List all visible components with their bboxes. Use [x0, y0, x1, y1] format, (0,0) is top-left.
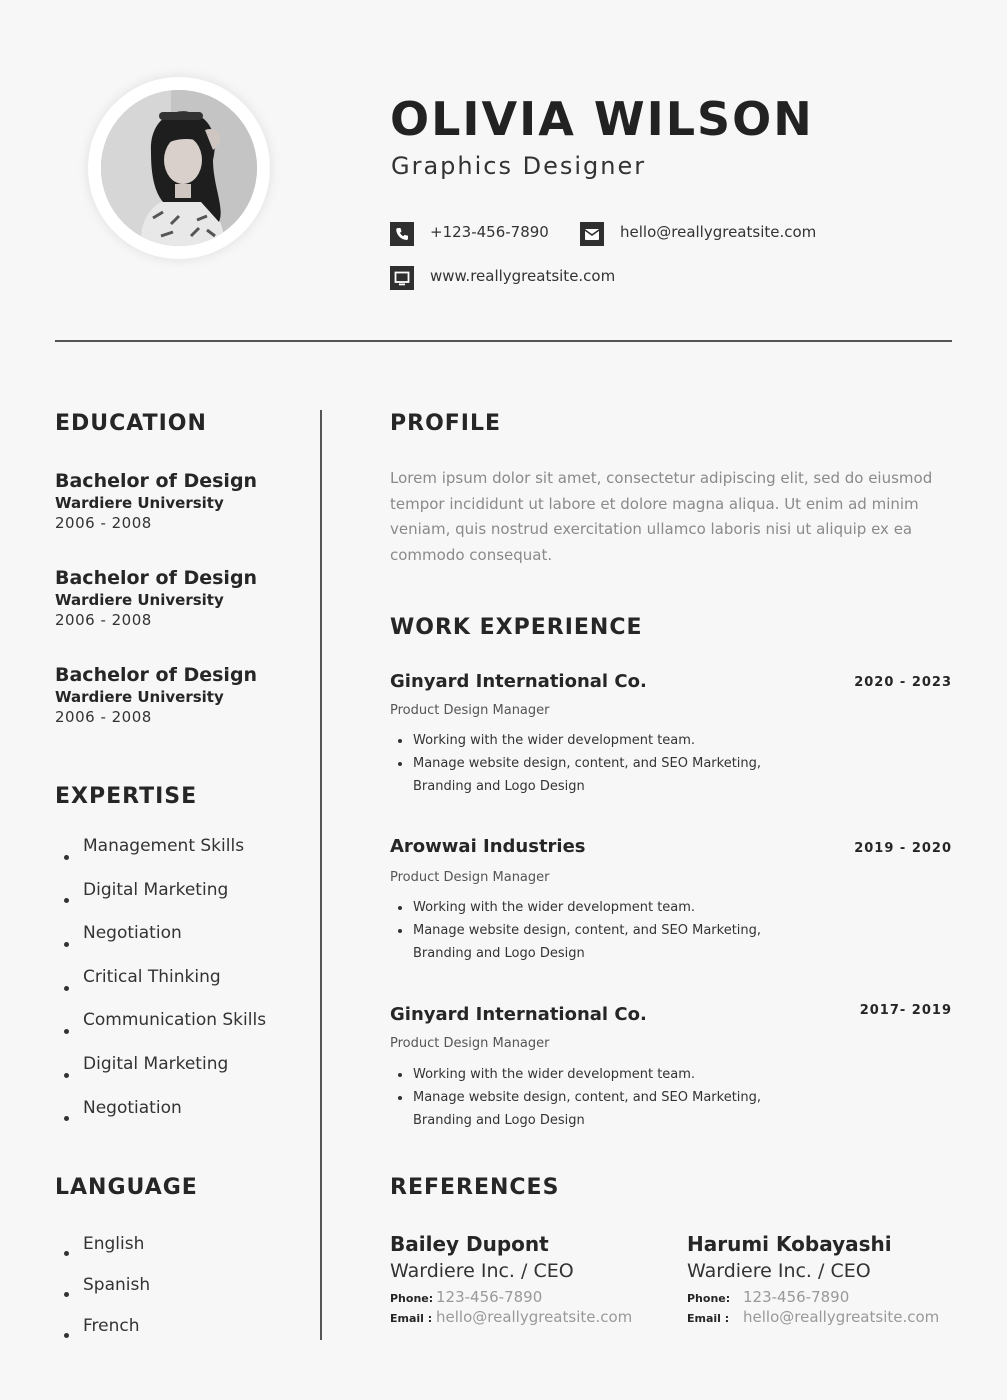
references-heading: REFERENCES [390, 1175, 560, 1200]
profile-text: Lorem ipsum dolor sit amet, consectetur adipiscing elit, sed do eiusmod tempor incididunt ut labore et dolore magna aliqua. Ut enim ad minim veniam, quis nostrud exercitation ullamco laboris nisi ut aliquip ex ea commodo consequat. [390, 469, 933, 564]
reference-phone[interactable]: 123-456-7890 [743, 1288, 850, 1306]
list-item [55, 835, 266, 879]
avatar [101, 90, 257, 246]
language-item: French [83, 1315, 140, 1336]
expertise-heading: EXPERTISE [55, 784, 198, 809]
job-bullet: Manage website design, content, and SEO Marketing, Branding and Logo Design [413, 756, 762, 794]
language-item: English [83, 1234, 145, 1254]
expertise-item: Digital Marketing [83, 879, 229, 900]
bullet-dot [64, 986, 69, 991]
bullet-dot [64, 942, 69, 947]
reference-phone-row [390, 1288, 632, 1306]
education-heading: EDUCATION [55, 411, 207, 436]
job-company: Ginyard International Co. [390, 671, 647, 692]
job-company: Ginyard International Co. [390, 1004, 647, 1025]
list-item [55, 1274, 150, 1315]
work-experience-heading: WORK EXPERIENCE [390, 615, 643, 640]
reference-org: Wardiere Inc. / CEO [390, 1260, 574, 1282]
bullet-dot [398, 1073, 402, 1077]
reference-email[interactable]: hello@reallygreatsite.com [436, 1308, 633, 1326]
expertise-list [55, 835, 266, 1140]
bullet-dot [64, 898, 69, 903]
job-bullet: Manage website design, content, and SEO Marketing, Branding and Logo Design [413, 923, 762, 961]
bullet-dot [398, 1096, 402, 1100]
mail-icon [580, 222, 604, 246]
language-item: Spanish [83, 1274, 151, 1295]
bullet-dot [64, 1073, 69, 1078]
education-entry [55, 664, 257, 726]
list-item [55, 922, 266, 966]
list-item [55, 1097, 266, 1141]
job-bullet: Manage website design, content, and SEO Marketing, Branding and Logo Design [413, 1090, 762, 1128]
list-item [55, 1009, 266, 1053]
job-company: Arowwai Industries [390, 836, 586, 857]
candidate-role: Graphics Designer [391, 152, 647, 180]
reference-entry [687, 1232, 939, 1326]
language-heading: LANGUAGE [55, 1175, 198, 1200]
job-years: 2019 - 2020 [854, 841, 952, 856]
bullet-dot [64, 1029, 69, 1034]
bullet-dot [64, 1116, 69, 1121]
job-title: Product Design Manager [390, 1036, 550, 1051]
reference-entry [390, 1232, 632, 1326]
list-item [390, 752, 810, 798]
list-item [55, 1233, 150, 1274]
reference-email-row [687, 1308, 939, 1326]
list-item [390, 1063, 810, 1086]
education-school: Wardiere University [55, 494, 224, 512]
list-item [390, 896, 810, 919]
expertise-item: Management Skills [83, 836, 245, 856]
education-school: Wardiere University [55, 591, 224, 609]
education-degree: Bachelor of Design [55, 567, 258, 589]
bullet-dot [64, 1292, 69, 1297]
list-item [55, 966, 266, 1010]
bullet-dot [398, 929, 402, 933]
list-item [55, 1053, 266, 1097]
email-label: Email : [390, 1312, 433, 1325]
bullet-dot [398, 906, 402, 910]
job-title: Product Design Manager [390, 703, 550, 718]
list-item [390, 729, 810, 752]
reference-phone[interactable]: 123-456-7890 [436, 1288, 543, 1306]
bullet-dot [398, 762, 402, 766]
phone-label: Phone: [687, 1292, 731, 1305]
profile-heading: PROFILE [390, 411, 502, 436]
job-bullets [390, 729, 810, 798]
education-school: Wardiere University [55, 688, 224, 706]
expertise-item: Negotiation [83, 923, 182, 944]
reference-org: Wardiere Inc. / CEO [687, 1260, 871, 1282]
education-years: 2006 - 2008 [55, 708, 152, 726]
job-years: 2017- 2019 [859, 1003, 952, 1018]
job-bullet: Working with the wider development team. [413, 900, 696, 915]
education-years: 2006 - 2008 [55, 611, 152, 629]
list-item [55, 1315, 150, 1356]
job-bullets [390, 1063, 810, 1132]
list-item [55, 879, 266, 923]
education-degree: Bachelor of Design [55, 470, 258, 492]
job-bullet: Working with the wider development team. [413, 733, 696, 748]
bullet-dot [64, 1333, 69, 1338]
job-years: 2020 - 2023 [854, 675, 952, 690]
email-label: Email : [687, 1312, 730, 1325]
contact-website[interactable]: www.reallygreatsite.com [430, 267, 616, 285]
bullet-dot [64, 1251, 69, 1256]
contact-email[interactable]: hello@reallygreatsite.com [620, 223, 817, 241]
job-bullet: Working with the wider development team. [413, 1067, 696, 1082]
candidate-name: OLIVIA WILSON [390, 92, 814, 146]
list-item [390, 1086, 810, 1132]
column-divider [320, 410, 322, 1340]
contact-phone[interactable]: +123-456-7890 [430, 223, 549, 241]
list-item [390, 919, 810, 965]
header-divider [55, 340, 952, 342]
expertise-item: Communication Skills [83, 1010, 267, 1031]
bullet-dot [64, 855, 69, 860]
bullet-dot [398, 739, 402, 743]
phone-icon [390, 222, 414, 246]
education-years: 2006 - 2008 [55, 514, 152, 532]
job-bullets [390, 896, 810, 965]
education-degree: Bachelor of Design [55, 664, 258, 686]
reference-email-row [390, 1308, 632, 1326]
language-list [55, 1233, 150, 1355]
expertise-item: Digital Marketing [83, 1053, 229, 1074]
monitor-icon [390, 266, 414, 290]
expertise-item: Critical Thinking [83, 966, 221, 987]
reference-name: Bailey Dupont [390, 1232, 549, 1256]
education-entry [55, 567, 257, 629]
reference-email[interactable]: hello@reallygreatsite.com [743, 1308, 940, 1326]
job-title: Product Design Manager [390, 870, 550, 885]
expertise-item: Negotiation [83, 1097, 182, 1118]
phone-label: Phone: [390, 1292, 434, 1305]
education-entry [55, 470, 257, 532]
reference-name: Harumi Kobayashi [687, 1232, 892, 1256]
reference-phone-row [687, 1288, 939, 1306]
